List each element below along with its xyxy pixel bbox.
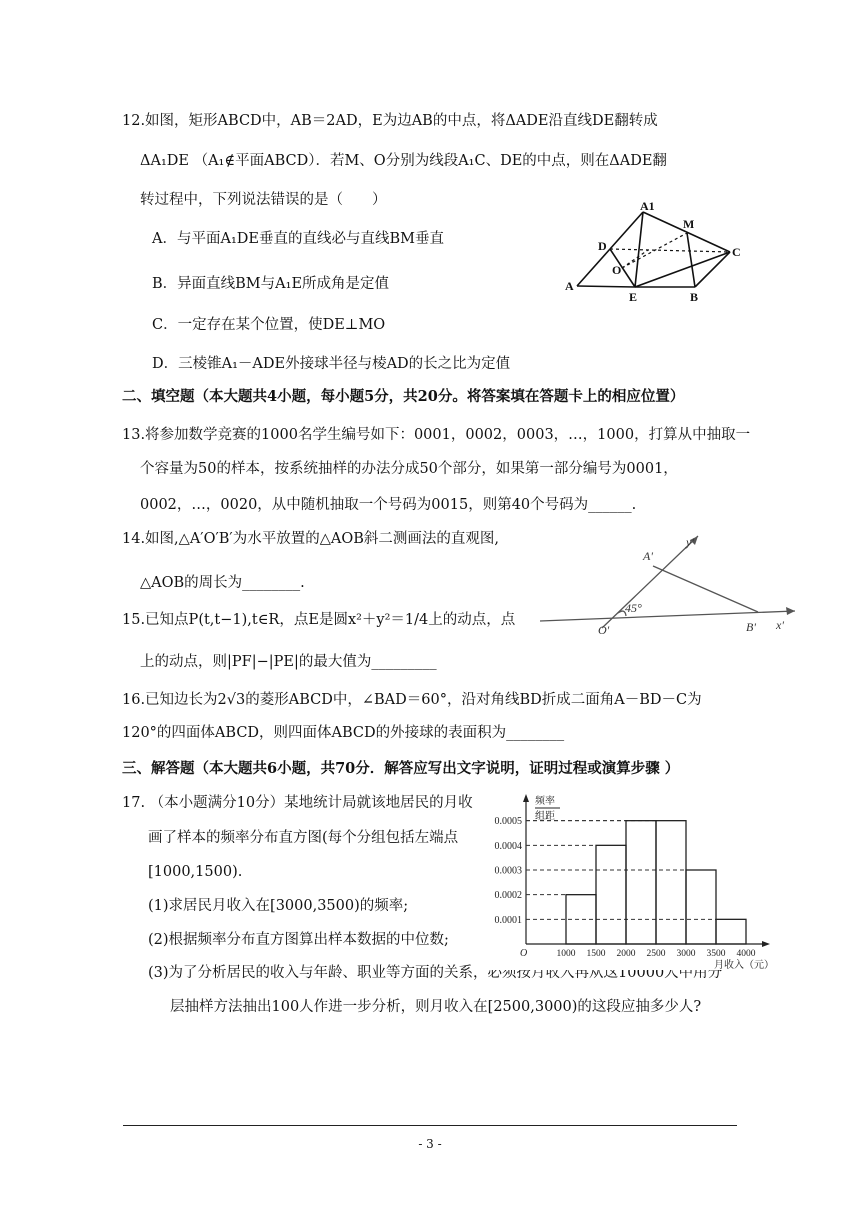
q17-line2: 画了样本的频率分布直方图(每个分组包括左端点 [148,830,459,846]
q14-fig-label: y' [686,535,694,549]
x-axis-label: 月收入（元） [714,960,774,970]
histogram-bar [656,821,686,944]
q12-fig-label: D [598,239,607,253]
page-number: - 3 - [418,1137,442,1151]
y-tick-label: 0.0004 [494,840,522,852]
q14-fig-label: x' [776,618,784,632]
x-tick-label: 2500 [646,949,666,959]
y-axis-label-top: 频率 [535,796,555,807]
q17-line1: 17. （本小题满分10分）某地统计局就该地居民的月收 [122,795,473,811]
q12-figure [560,200,760,308]
q13-line2: 个容量为50的样本，按系统抽样的办法分成50个部分，如果第一部分编号为0001， [140,461,678,477]
q15-line2: 上的动点，则|PF|−|PE|的最大值为_________ [140,654,437,670]
q14-fig-label: A' [643,549,653,563]
q12-option-a: A．与平面A₁DE垂直的直线必与直线BM垂直 [152,231,444,247]
y-tick-label: 0.0002 [494,890,522,902]
income-histogram [478,786,778,970]
q12-line3: 转过程中，下列说法错误的是（ ） [140,192,387,208]
y-axis-label-bottom: 组距 [535,811,555,822]
histogram-bar [716,919,746,944]
q14-line1: 14.如图,△A′O′B′为水平放置的△AOB斜二测画法的直观图, [122,531,499,547]
q17-sub2: (2)根据频率分布直方图算出样本数据的中位数; [148,932,449,948]
q17-sub1: (1)求居民月收入在[3000,3500)的频率; [148,898,409,914]
histogram-bar [686,870,716,944]
x-tick-label: 1000 [556,949,576,959]
q15-line1: 15.已知点P(t,t−1),t∈R，点E是圆x²＋y²＝1/4上的动点，点 [122,612,516,628]
q17-sub4: 层抽样方法抽出100人作进一步分析，则月收入在[2500,3000)的这段应抽多少人? [170,999,702,1015]
q12-fig-label: A1 [640,200,655,213]
q14-fig-label: 45° [625,601,642,615]
y-tick-label: 0.0001 [494,914,522,926]
q14-figure [540,528,800,636]
q12-fig-label: C [732,245,741,259]
q12-fig-label: B [690,290,699,304]
section-2-heading: 二、填空题（本大题共4小题，每小题5分，共20分。将答案填在答题卡上的相应位置） [122,388,685,405]
q12-fig-label: E [629,290,638,304]
q14-fig-label: B' [746,620,756,634]
footer-rule [123,1125,737,1126]
q12-fig-label: O [612,263,622,277]
q12-option-c: C．一定存在某个位置，使DE⊥MO [152,317,386,333]
q12-option-d: D．三棱锥A₁－ADE外接球半径与棱AD的长之比为定值 [152,356,511,372]
histogram-bar [626,821,656,944]
q16-line1: 16.已知边长为2√3的菱形ABCD中，∠BAD＝60°，沿对角线BD折成二面角A－BD－C为 [122,692,702,708]
y-tick-label: 0.0003 [494,865,522,877]
x-tick-label: 3000 [676,949,696,959]
origin-label: O [520,948,528,959]
q14-line2: △AOB的周长为________. [140,575,305,591]
x-tick-label: 4000 [736,949,756,959]
x-tick-label: 3500 [706,949,726,959]
histogram-bar [596,845,626,944]
q12-fig-label: A [565,279,574,293]
q16-line2: 120°的四面体ABCD，则四面体ABCD的外接球的表面积为________ [122,725,565,741]
section-3-heading: 三、解答题（本大题共6小题，共70分．解答应写出文字说明，证明过程或演算步骤 ） [122,760,680,777]
q14-fig-label: O' [598,623,610,636]
q13-line1: 13.将参加数学竞赛的1000名学生编号如下：0001，0002，0003，…，1000，打算从中抽取一 [122,427,751,443]
x-tick-label: 2000 [616,949,636,959]
q12-line1: 12.如图，矩形ABCD中，AB＝2AD，E为边AB的中点，将ΔADE沿直线DE翻转成 [122,113,658,129]
q17-line3: [1000,1500). [148,864,243,880]
q12-fig-label: M [683,217,695,231]
q17-sub3: (3)为了分析居民的收入与年龄、职业等方面的关系，必须按月收入再从这10000人中用分 [148,965,723,981]
x-tick-label: 1500 [586,949,606,959]
q12-option-b: B．异面直线BM与A₁E所成角是定值 [152,276,390,292]
q12-line2: ΔA₁DE （A₁∉平面ABCD）．若M、O分别为线段A₁C、DE的中点，则在ΔADE翻 [140,153,667,169]
q13-line3: 0002，…，0020，从中随机抽取一个号码为0015，则第40个号码为______. [140,497,637,513]
y-tick-label: 0.0005 [494,816,522,828]
